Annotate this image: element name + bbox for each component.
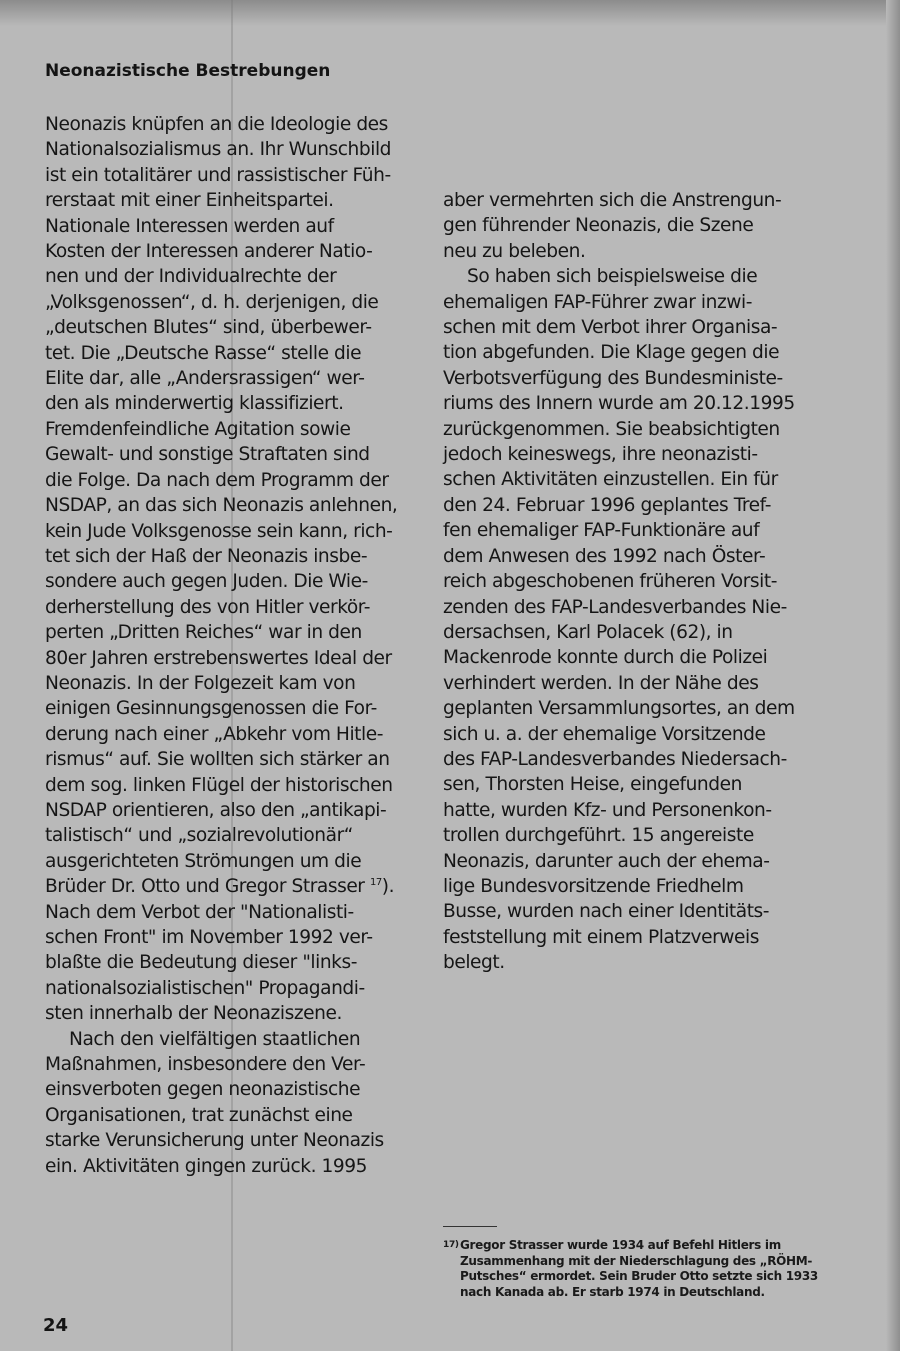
right-column [443, 188, 813, 976]
text-line: hatte, wurden Kfz- und Personenkon- [443, 799, 772, 821]
text-line: Nationalsozialismus an. Ihr Wunschbild [45, 139, 392, 161]
text-line: ausgerichteten Strömungen um die [45, 850, 362, 872]
footnote-mark: 17) [443, 1240, 459, 1250]
text-line: Gewalt- und sonstige Straftaten sind [45, 444, 370, 466]
strasser-text-end: ). [381, 876, 395, 898]
text-line: des FAP-Landesverbandes Niedersach- [443, 748, 787, 770]
text-line: sen, Thorsten Heise, eingefunden [443, 774, 742, 796]
text-line: ein. Aktivitäten gingen zurück. 1995 [45, 1155, 368, 1177]
text-line: Maßnahmen, insbesondere den Ver- [45, 1054, 366, 1076]
scan-shadow-top [0, 0, 900, 26]
text-line: Nach dem Verbot der "Nationalisti- [45, 901, 354, 923]
footnote-divider [443, 1226, 497, 1227]
page-number: 24 [43, 1315, 69, 1336]
text-line: perten „Dritten Reiches“ war in den [45, 622, 362, 644]
text-line: ist ein totalitärer und rassistischer Füh- [45, 164, 391, 186]
section-heading: Neonazistische Bestrebungen [45, 61, 331, 81]
text-line: NSDAP, an das sich Neonazis anlehnen, [45, 495, 398, 517]
footnote-line: Gregor Strasser wurde 1934 auf Befehl Hitlers im [460, 1238, 781, 1252]
footnote-line: Zusammenhang mit der Niederschlagung des „RÖHM- [460, 1253, 813, 1268]
left-paragraph-1 [45, 112, 417, 1027]
text-line: feststellung mit einem Platzverweis [443, 926, 759, 948]
text-line: Neonazis, darunter auch der ehema- [443, 850, 770, 872]
text-line: rerstaat mit einer Einheitspartei. [45, 190, 334, 212]
text-line: talistisch“ und „sozialrevolutionär“ [45, 825, 353, 847]
text-line: riums des Innern wurde am 20.12.1995 [443, 393, 795, 415]
text-line: jedoch keineswegs, ihre neonazisti- [443, 444, 758, 466]
text-line: gen führender Neonazis, die Szene [443, 215, 754, 237]
text-line: schen Aktivitäten einzustellen. Ein für [443, 469, 778, 491]
text-line: So haben sich beispielsweise die [467, 266, 758, 288]
text-line: tion abgefunden. Die Klage gegen die [443, 342, 780, 364]
text-line-with-footnote-ref [45, 874, 417, 899]
text-line: reich abgeschobenen früheren Vorsit- [443, 571, 777, 593]
text-line: aber vermehrten sich die Anstrengun- [443, 190, 782, 211]
scan-shadow-right [886, 0, 900, 1351]
right-paragraph-2 [443, 264, 813, 975]
text-line: Fremdenfeindliche Agitation sowie [45, 418, 351, 440]
footnote-text [460, 1238, 818, 1300]
text-line: sondere auch gegen Juden. Die Wie- [45, 571, 368, 593]
text-line: zurückgenommen. Sie beabsichtigten [443, 418, 780, 440]
text-line: nationalsozialistischen" Propagandi- [45, 977, 365, 999]
left-paragraph-2 [45, 1027, 417, 1179]
text-line: belegt. [443, 952, 505, 974]
text-line: „Volksgenossen“, d. h. derjenigen, die [45, 291, 379, 313]
text-line: Kosten der Interessen anderer Natio- [45, 241, 373, 263]
text-line: den 24. Februar 1996 geplantes Tref- [443, 494, 772, 516]
text-line: neu zu beleben. [443, 240, 586, 262]
footnote-reference[interactable]: 17 [369, 877, 382, 888]
text-line: Nach den vielfältigen staatlichen [69, 1028, 361, 1050]
text-line: lige Bundesvorsitzende Friedhelm [443, 875, 744, 897]
text-line: den als minderwertig klassifiziert. [45, 393, 344, 415]
text-line: ehemaligen FAP-Führer zwar inzwi- [443, 291, 752, 313]
text-line: tet sich der Haß der Neonazis insbe- [45, 545, 368, 567]
text-line: Verbotsverfügung des Bundesministe- [443, 367, 783, 389]
footnote-line: Putsches“ ermordet. Sein Bruder Otto setzte sich 1933 [460, 1269, 818, 1283]
text-line: kein Jude Volksgenosse sein kann, rich- [45, 520, 393, 542]
text-line: Nationale Interessen werden auf [45, 215, 334, 237]
text-line: dem sog. linken Flügel der historischen [45, 774, 393, 796]
text-line: die Folge. Da nach dem Programm der [45, 469, 389, 491]
text-line: tet. Die „Deutsche Rasse“ stelle die [45, 342, 362, 364]
text-line: derherstellung des von Hitler verkör- [45, 596, 371, 618]
text-line: zenden des FAP-Landesverbandes Nie- [443, 596, 787, 618]
footnote [443, 1238, 818, 1300]
text-line: rismus“ auf. Sie wollten sich stärker an [45, 749, 390, 771]
text-line: Neonazis. In der Folgezeit kam von [45, 672, 356, 694]
text-line: derung nach einer „Abkehr vom Hitle- [45, 723, 383, 745]
text-line: verhindert werden. In der Nähe des [443, 672, 759, 694]
text-line: dem Anwesen des 1992 nach Öster- [443, 545, 766, 567]
text-line: Neonazis knüpfen an die Ideologie des [45, 114, 388, 135]
text-line: Mackenrode konnte durch die Polizei [443, 647, 768, 669]
text-line: blaßte die Bedeutung dieser "links- [45, 952, 358, 974]
text-line: einsverboten gegen neonazistische [45, 1079, 361, 1101]
text-line: nen und der Individualrechte der [45, 266, 337, 288]
text-line: schen Front" im November 1992 ver- [45, 927, 373, 948]
text-line: geplanten Versammlungsortes, an dem [443, 698, 795, 720]
text-line: Organisationen, trat zunächst eine [45, 1104, 353, 1126]
right-paragraph-1 [443, 188, 813, 264]
text-line: starke Verunsicherung unter Neonazis [45, 1130, 384, 1152]
text-line: sten innerhalb der Neonaziszene. [45, 1003, 342, 1025]
text-line: dersachsen, Karl Polacek (62), in [443, 621, 733, 643]
strasser-text: Brüder Dr. Otto und Gregor Strasser [45, 876, 370, 898]
text-line: trollen durchgeführt. 15 angereiste [443, 825, 754, 847]
text-line: Elite dar, alle „Andersrassigen“ wer- [45, 368, 365, 390]
left-column [45, 112, 417, 1179]
footnote-line: nach Kanada ab. Er starb 1974 in Deutschland. [460, 1284, 765, 1299]
text-line: schen mit dem Verbot ihrer Organisa- [443, 317, 778, 339]
text-line: 80er Jahren erstrebenswertes Ideal der [45, 647, 392, 669]
text-line: sich u. a. der ehemalige Vorsitzende [443, 723, 766, 745]
text-line: fen ehemaliger FAP-Funktionäre auf [443, 520, 760, 542]
text-line: einigen Gesinnungsgenossen die For- [45, 698, 377, 720]
text-line: „deutschen Blutes“ sind, überbewer- [45, 317, 372, 339]
text-line: NSDAP orientieren, also den „antikapi- [45, 799, 387, 821]
text-line: Busse, wurden nach einer Identitäts- [443, 901, 770, 923]
